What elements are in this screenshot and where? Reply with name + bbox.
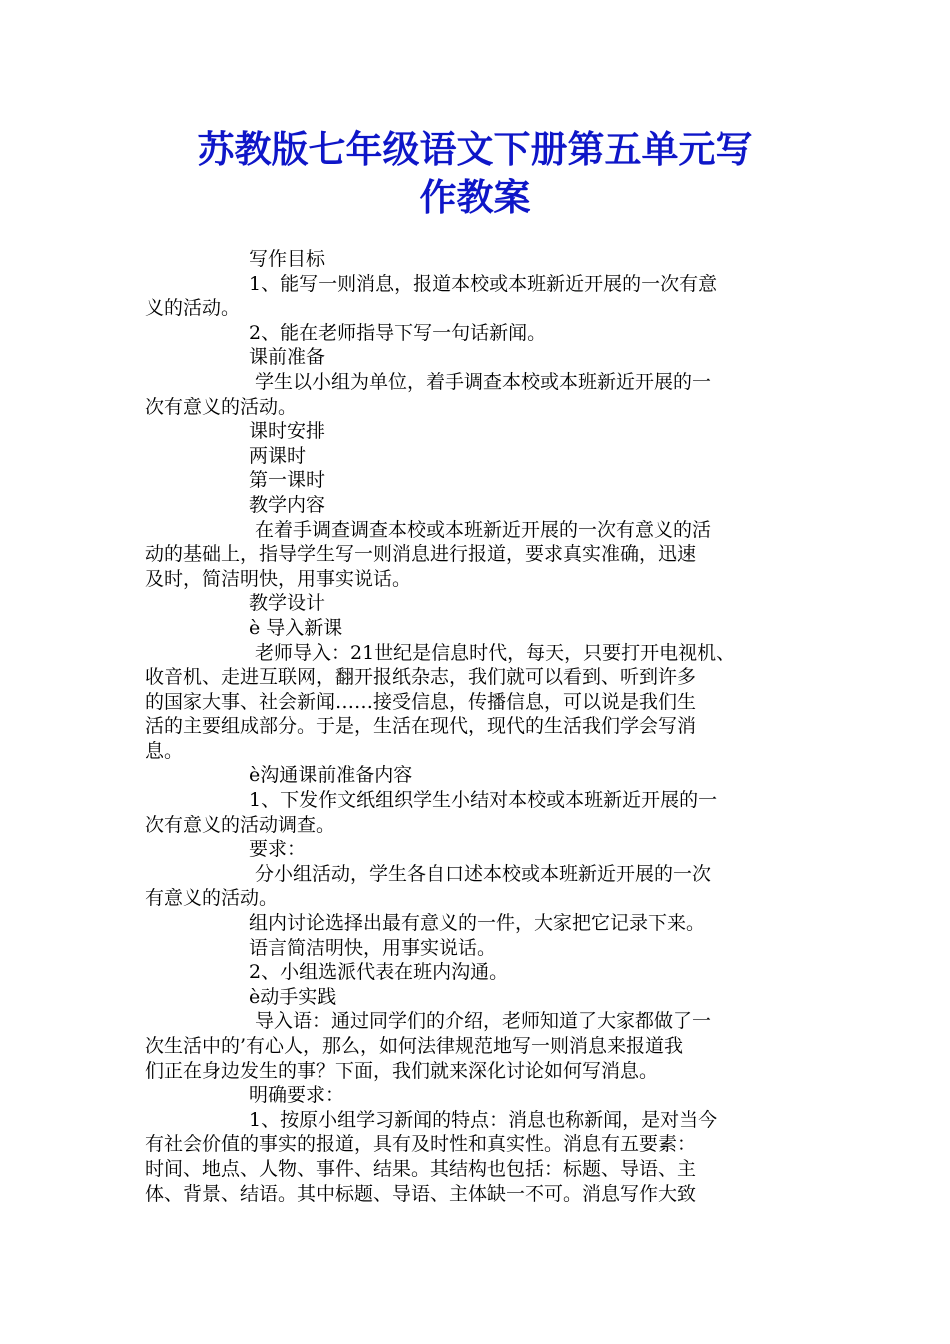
text-line: 体、背景、结语。其中标题、导语、主体缺一不可。消息写作大致 (145, 1182, 697, 1205)
text-line: 义的活动。 (145, 297, 241, 320)
text-line: 息。 (145, 739, 184, 762)
text-line: 1、下发作文纸组织学生小结对本校或本班新近开展的一 (249, 789, 718, 812)
text-line: 第一课时 (249, 469, 326, 492)
text-line: 教学内容 (249, 493, 326, 516)
text-line: 时间、地点、人物、事件、结果。其结构也包括：标题、导语、主 (145, 1157, 697, 1180)
text-line: è 导入新课 (249, 616, 343, 639)
text-line: 组内讨论选择出最有意义的一件，大家把它记录下来。 (249, 912, 706, 935)
text-line: 有意义的活动。 (145, 887, 279, 910)
text-line: 有社会价值的事实的报道，具有及时性和真实性。消息有五要素： (145, 1133, 697, 1156)
text-line: 两课时 (249, 444, 307, 467)
text-line: 收音机、走进互联网，翻开报纸杂志，我们就可以看到、听到许多 (145, 666, 697, 689)
text-line: 1、按原小组学习新闻的特点：消息也称新闻，是对当今 (249, 1108, 718, 1131)
text-line: 写作目标 (249, 248, 326, 270)
title-line: 作教案 (419, 176, 531, 219)
text-line: 导入语：通过同学们的介绍，老师知道了大家都做了一 (255, 1010, 712, 1033)
title-line: 苏教版七年级语文下册第五单元写 (197, 128, 753, 171)
text-line: 的国家大事、社会新闻……接受信息，传播信息，可以说是我们生 (145, 690, 697, 713)
text-line: 语言简洁明快，用事实说话。 (249, 936, 497, 959)
text-line: 次有意义的活动。 (145, 395, 298, 418)
document-title (145, 126, 805, 222)
text-line: 课前准备 (249, 346, 326, 369)
text-line: è沟通课前准备内容 (249, 764, 413, 787)
text-line: 要求： (249, 838, 307, 861)
text-line: 及时，简洁明快，用事实说话。 (145, 567, 412, 590)
text-line: 们正在身边发生的事？下面，我们就来深化讨论如何写消息。 (145, 1059, 659, 1082)
text-line: 课时安排 (249, 420, 326, 443)
text-line: 老师导入：21世纪是信息时代，每天，只要打开电视机、 (255, 641, 736, 664)
text-line: 次有意义的活动调查。 (145, 813, 336, 836)
text-line: 学生以小组为单位，着手调查本校或本班新近开展的一 (255, 370, 712, 393)
text-line: 在着手调查调查本校或本班新近开展的一次有意义的活 (255, 518, 712, 541)
text-line: 2、小组选派代表在班内沟通。 (249, 961, 509, 984)
text-line: 活的主要组成部分。于是，生活在现代，现代的生活我们学会写消 (145, 715, 697, 738)
text-line: 明确要求： (249, 1084, 345, 1107)
text-line: 动的基础上，指导学生写一则消息进行报道，要求真实准确，迅速 (145, 543, 697, 566)
text-line: 分小组活动，学生各自口述本校或本班新近开展的一次 (255, 862, 712, 885)
text-line: 1、能写一则消息，报道本校或本班新近开展的一次有意 (249, 272, 718, 295)
text-line: 次生活中的’有心人，那么，如何法律规范地写一则消息来报道我 (145, 1035, 684, 1057)
text-line: è动手实践 (249, 985, 337, 1008)
document-body (145, 247, 810, 1206)
text-line: 教学设计 (249, 592, 326, 615)
text-line: 2、能在老师指导下写一句话新闻。 (249, 321, 547, 344)
